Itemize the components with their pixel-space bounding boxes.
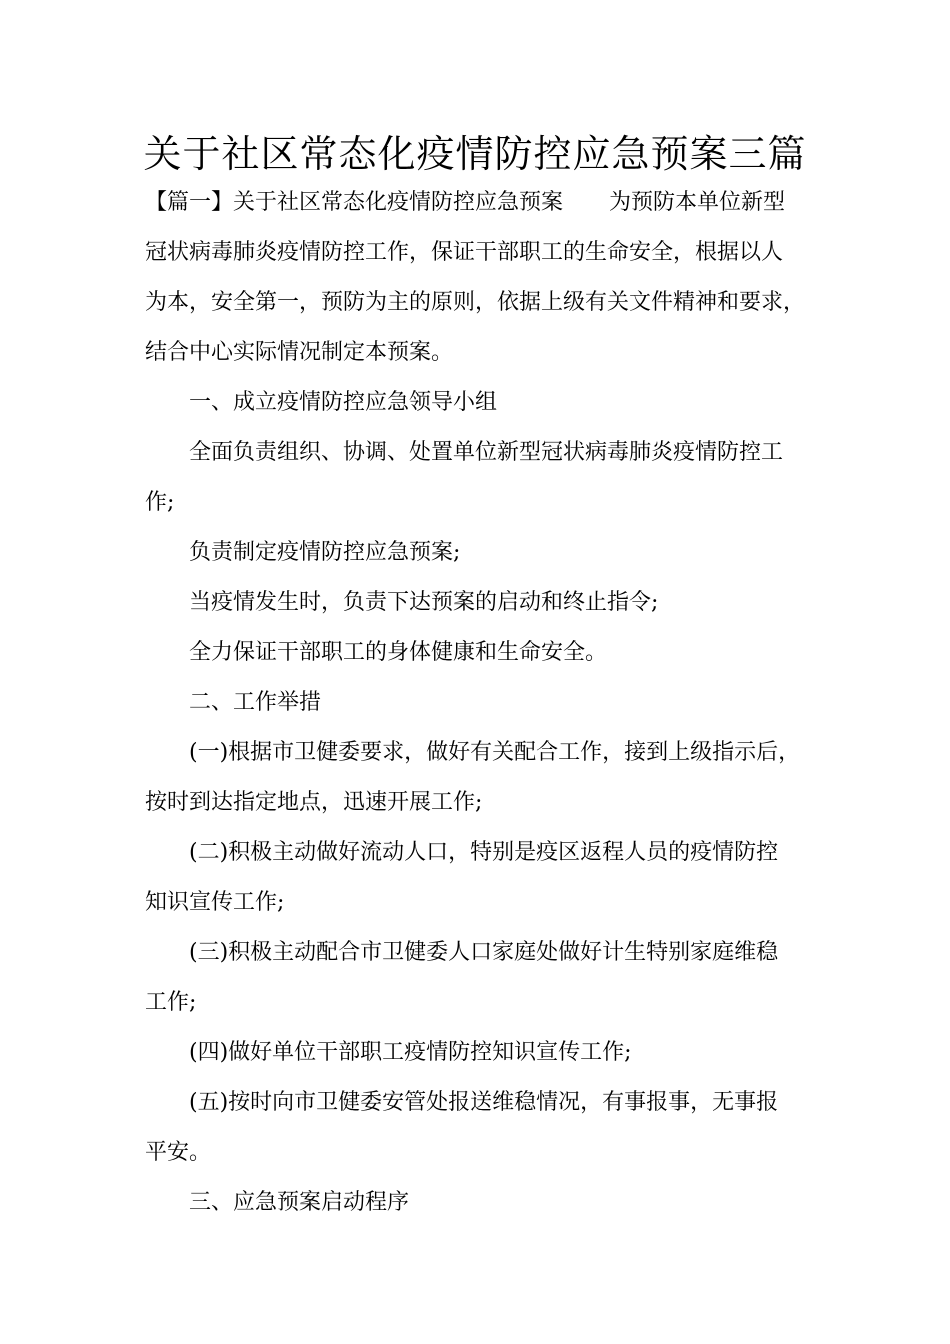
intro-line-1 (145, 178, 815, 228)
section2-measure3-line2: 工作; (145, 990, 197, 1015)
intro-line-4: 结合中心实际情况制定本预案。 (145, 340, 454, 365)
section2-measure1-line1: (一)根据市卫健委要求，做好有关配合工作，接到上级指示后， (189, 740, 801, 765)
section2-measure5-line2: 平安。 (145, 1140, 212, 1165)
section3-heading: 三、应急预案启动程序 (189, 1190, 410, 1215)
section2-measure4: (四)做好单位干部职工疫情防控知识宣传工作; (189, 1040, 632, 1065)
section1-item3: 当疫情发生时，负责下达预案的启动和终止指令; (189, 590, 659, 615)
document-title: 关于社区常态化疫情防控应急预案三篇 (143, 132, 807, 176)
section1-item2: 负责制定疫情防控应急预案; (189, 540, 461, 565)
section2-measure5-line1: (五)按时向市卫健委安管处报送维稳情况，有事报事，无事报 (189, 1090, 779, 1115)
document-body (145, 178, 815, 1228)
section2-measure3-line1: (三)积极主动配合市卫健委人口家庭处做好计生特别家庭维稳 (189, 940, 779, 965)
section1-item1-line2: 作; (145, 490, 175, 515)
intro-line-2: 冠状病毒肺炎疫情防控工作，保证干部职工的生命安全，根据以人 (145, 240, 784, 265)
section2-measure2-line2: 知识宣传工作; (145, 890, 285, 915)
section2-measure2-line1: (二)积极主动做好流动人口，特别是疫区返程人员的疫情防控 (189, 840, 779, 865)
section2-measure1-line2: 按时到达指定地点，迅速开展工作; (145, 790, 483, 815)
section1-item1-line1: 全面负责组织、协调、处置单位新型冠状病毒肺炎疫情防控工 (189, 440, 784, 465)
section1-item4: 全力保证干部职工的身体健康和生命安全。 (189, 640, 608, 665)
intro-heading: 【篇一】关于社区常态化疫情防控应急预案 (145, 190, 564, 215)
section1-heading: 一、成立疫情防控应急领导小组 (189, 390, 498, 415)
section2-heading: 二、工作举措 (189, 690, 322, 715)
intro-line1-tail: 为预防本单位新型 (609, 190, 786, 215)
intro-line-3: 为本，安全第一，预防为主的原则，依据上级有关文件精神和要求， (145, 290, 806, 315)
